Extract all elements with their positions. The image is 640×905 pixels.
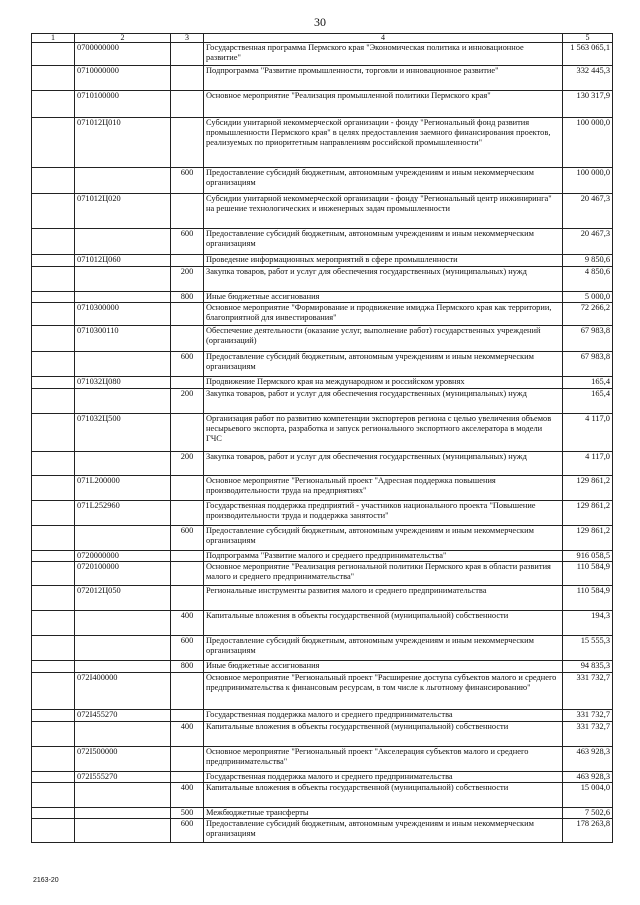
row-name: Подпрограмма "Развитие малого и среднего предпринимательства" (204, 551, 563, 562)
row-index-cell (32, 91, 75, 118)
row-expense-type: 500 (171, 808, 204, 819)
row-code: 0720000000 (75, 551, 171, 562)
header-col-5: 5 (563, 34, 613, 43)
row-sum: 178 263,8 (563, 819, 613, 843)
row-expense-type (171, 414, 204, 452)
row-expense-type: 400 (171, 611, 204, 636)
row-code (75, 352, 171, 377)
row-index-cell (32, 710, 75, 722)
row-name: Государственная поддержка малого и среднего предпринимательства (204, 772, 563, 783)
header-row (32, 34, 613, 43)
row-code (75, 611, 171, 636)
row-sum: 1 563 065,1 (563, 43, 613, 66)
row-index-cell (32, 414, 75, 452)
row-expense-type: 600 (171, 526, 204, 551)
row-code (75, 229, 171, 255)
row-index-cell (32, 194, 75, 229)
row-code (75, 452, 171, 476)
row-sum: 4 117,0 (563, 414, 613, 452)
row-name: Государственная поддержка предприятий - участников национального проекта "Повышение производительности труда и поддержка занятости" (204, 501, 563, 526)
row-sum: 7 502,6 (563, 808, 613, 819)
row-index-cell (32, 452, 75, 476)
table-row (32, 611, 613, 636)
row-code: 071L200000 (75, 476, 171, 501)
table-row (32, 747, 613, 772)
row-sum: 110 584,9 (563, 586, 613, 611)
table-row (32, 66, 613, 91)
row-code (75, 819, 171, 843)
row-code (75, 389, 171, 414)
row-code (75, 526, 171, 551)
row-index-cell (32, 326, 75, 352)
row-name: Закупка товаров, работ и услуг для обеспечения государственных (муниципальных) нужд (204, 267, 563, 292)
row-name: Предоставление субсидий бюджетным, автономным учреждениям и иным некоммерческим организациям (204, 819, 563, 843)
row-index-cell (32, 772, 75, 783)
table-row (32, 229, 613, 255)
row-name: Региональные инструменты развития малого и среднего предпринимательства (204, 586, 563, 611)
table-row (32, 673, 613, 710)
table-row (32, 808, 613, 819)
budget-table (31, 33, 613, 843)
row-expense-type (171, 772, 204, 783)
row-expense-type: 400 (171, 722, 204, 747)
row-name: Государственная программа Пермского края "Экономическая политика и инновационное развитие" (204, 43, 563, 66)
row-expense-type (171, 747, 204, 772)
row-expense-type: 200 (171, 267, 204, 292)
row-index-cell (32, 586, 75, 611)
table-row (32, 501, 613, 526)
table-row (32, 118, 613, 168)
row-expense-type (171, 476, 204, 501)
row-name: Государственная поддержка малого и среднего предпринимательства (204, 710, 563, 722)
row-expense-type (171, 562, 204, 586)
row-sum: 67 983,8 (563, 326, 613, 352)
row-name: Капитальные вложения в объекты государственной (муниципальной) собственности (204, 722, 563, 747)
row-sum: 100 000,0 (563, 168, 613, 194)
row-expense-type: 200 (171, 452, 204, 476)
table-row (32, 255, 613, 267)
row-sum: 332 445,3 (563, 66, 613, 91)
row-sum: 72 266,2 (563, 303, 613, 326)
row-code (75, 808, 171, 819)
row-name: Продвижение Пермского края на международном и российском уровнях (204, 377, 563, 389)
row-sum: 20 467,3 (563, 194, 613, 229)
row-name: Основное мероприятие "Региональный проект "Расширение доступа субъектов малого и среднего предпринимательства к финансовым ресурсам, в том числе к льготному финансированию" (204, 673, 563, 710)
row-sum: 194,3 (563, 611, 613, 636)
row-name: Основное мероприятие "Региональный проект "Адресная поддержка повышения производительности труда на предприятиях" (204, 476, 563, 501)
row-code (75, 783, 171, 808)
row-index-cell (32, 118, 75, 168)
row-code (75, 636, 171, 661)
row-name: Капитальные вложения в объекты государственной (муниципальной) собственности (204, 783, 563, 808)
row-index-cell (32, 808, 75, 819)
table-row (32, 43, 613, 66)
table-row (32, 476, 613, 501)
row-sum: 916 058,5 (563, 551, 613, 562)
row-expense-type (171, 303, 204, 326)
row-expense-type (171, 194, 204, 229)
row-name: Субсидии унитарной некоммерческой организации - фонду "Региональный фонд развития промышленности Пермского края" в целях предоставления заемного финансирования проектов, реализуемых по приоритетным направлениям российской промышленности" (204, 118, 563, 168)
row-index-cell (32, 43, 75, 66)
row-index-cell (32, 661, 75, 673)
row-expense-type (171, 326, 204, 352)
row-expense-type (171, 91, 204, 118)
row-name: Закупка товаров, работ и услуг для обеспечения государственных (муниципальных) нужд (204, 452, 563, 476)
table-row (32, 586, 613, 611)
row-code: 071L252960 (75, 501, 171, 526)
row-sum: 331 732,7 (563, 710, 613, 722)
row-expense-type: 600 (171, 636, 204, 661)
row-name: Основное мероприятие "Формирование и продвижение имиджа Пермского края как территории, благоприятной для инвестирования" (204, 303, 563, 326)
table-row (32, 414, 613, 452)
table-row (32, 819, 613, 843)
row-name: Подпрограмма "Развитие промышленности, торговли и инновационное развитие" (204, 66, 563, 91)
row-sum: 20 467,3 (563, 229, 613, 255)
row-name: Обеспечение деятельности (оказание услуг, выполнение работ) государственных учреждений (организаций) (204, 326, 563, 352)
row-name: Закупка товаров, работ и услуг для обеспечения государственных (муниципальных) нужд (204, 389, 563, 414)
row-code: 071012Ц010 (75, 118, 171, 168)
row-code: 072I455270 (75, 710, 171, 722)
table-row (32, 710, 613, 722)
row-code: 071012Ц020 (75, 194, 171, 229)
row-expense-type: 600 (171, 819, 204, 843)
row-name: Основное мероприятие "Региональный проект "Акселерация субъектов малого и среднего предпринимательства" (204, 747, 563, 772)
table-row (32, 194, 613, 229)
row-index-cell (32, 722, 75, 747)
row-sum: 4 850,6 (563, 267, 613, 292)
row-code: 071032Ц500 (75, 414, 171, 452)
row-name: Организация работ по развитию компетенции экспортеров региона с целью увеличения объемов несырьевого экспорта, разработка и запуск регионального экспортного акселератора в модели ГЧС (204, 414, 563, 452)
row-name: Иные бюджетные ассигнования (204, 292, 563, 303)
row-sum: 110 584,9 (563, 562, 613, 586)
row-sum: 129 861,2 (563, 501, 613, 526)
header-col-3: 3 (171, 34, 204, 43)
row-name: Предоставление субсидий бюджетным, автономным учреждениям и иным некоммерческим организациям (204, 168, 563, 194)
table-row (32, 267, 613, 292)
row-name: Предоставление субсидий бюджетным, автономным учреждениям и иным некоммерческим организациям (204, 352, 563, 377)
row-code (75, 292, 171, 303)
row-index-cell (32, 551, 75, 562)
row-code: 071032Ц080 (75, 377, 171, 389)
table-row (32, 783, 613, 808)
row-sum: 129 861,2 (563, 526, 613, 551)
row-index-cell (32, 267, 75, 292)
table-row (32, 389, 613, 414)
row-name: Проведение информационных мероприятий в сфере промышленности (204, 255, 563, 267)
row-code (75, 661, 171, 673)
row-index-cell (32, 673, 75, 710)
row-name: Капитальные вложения в объекты государственной (муниципальной) собственности (204, 611, 563, 636)
row-code: 0710000000 (75, 66, 171, 91)
row-name: Предоставление субсидий бюджетным, автономным учреждениям и иным некоммерческим организациям (204, 636, 563, 661)
row-code: 0720100000 (75, 562, 171, 586)
row-expense-type (171, 551, 204, 562)
row-code (75, 267, 171, 292)
row-code: 0710300110 (75, 326, 171, 352)
row-expense-type (171, 118, 204, 168)
row-name: Субсидии унитарной некоммерческой организации - фонду "Региональный центр инжиниринга" на решение технологических и инженерных задач промышленности (204, 194, 563, 229)
row-code: 072I400000 (75, 673, 171, 710)
table-row (32, 377, 613, 389)
row-index-cell (32, 292, 75, 303)
row-index-cell (32, 611, 75, 636)
row-sum: 15 004,0 (563, 783, 613, 808)
row-expense-type: 400 (171, 783, 204, 808)
table-row (32, 352, 613, 377)
row-expense-type (171, 66, 204, 91)
row-index-cell (32, 389, 75, 414)
row-code: 0710100000 (75, 91, 171, 118)
row-index-cell (32, 526, 75, 551)
row-name: Предоставление субсидий бюджетным, автономным учреждениям и иным некоммерческим организациям (204, 229, 563, 255)
row-sum: 165,4 (563, 377, 613, 389)
row-index-cell (32, 501, 75, 526)
row-code: 071012Ц060 (75, 255, 171, 267)
row-sum: 331 732,7 (563, 673, 613, 710)
row-index-cell (32, 168, 75, 194)
header-col-4: 4 (204, 34, 563, 43)
header-col-2: 2 (75, 34, 171, 43)
row-sum: 463 928,3 (563, 747, 613, 772)
row-index-cell (32, 562, 75, 586)
row-code: 072I500000 (75, 747, 171, 772)
row-index-cell (32, 255, 75, 267)
row-expense-type (171, 710, 204, 722)
row-sum: 165,4 (563, 389, 613, 414)
row-expense-type: 800 (171, 292, 204, 303)
row-expense-type (171, 255, 204, 267)
row-name: Межбюджетные трансферты (204, 808, 563, 819)
row-sum: 15 555,3 (563, 636, 613, 661)
row-expense-type (171, 586, 204, 611)
row-index-cell (32, 352, 75, 377)
row-expense-type (171, 673, 204, 710)
row-expense-type: 600 (171, 168, 204, 194)
row-name: Основное мероприятие "Реализация промышленной политики Пермского края" (204, 91, 563, 118)
page-number: 30 (314, 15, 326, 29)
row-code (75, 168, 171, 194)
row-name: Основное мероприятие "Реализация региональной политики Пермского края в области развития малого и среднего предпринимательства" (204, 562, 563, 586)
row-name: Иные бюджетные ассигнования (204, 661, 563, 673)
row-expense-type (171, 43, 204, 66)
row-sum: 9 850,6 (563, 255, 613, 267)
row-expense-type (171, 501, 204, 526)
row-expense-type: 600 (171, 229, 204, 255)
row-index-cell (32, 636, 75, 661)
row-index-cell (32, 783, 75, 808)
row-index-cell (32, 66, 75, 91)
row-sum: 4 117,0 (563, 452, 613, 476)
row-sum: 463 928,3 (563, 772, 613, 783)
row-index-cell (32, 747, 75, 772)
row-sum: 100 000,0 (563, 118, 613, 168)
document-code: 2163-20 (33, 877, 59, 884)
table-row (32, 551, 613, 562)
table-row (32, 772, 613, 783)
table-row (32, 636, 613, 661)
row-expense-type: 600 (171, 352, 204, 377)
row-code (75, 722, 171, 747)
header-col-1: 1 (32, 34, 75, 43)
row-expense-type: 200 (171, 389, 204, 414)
row-code: 072I555270 (75, 772, 171, 783)
table-row (32, 562, 613, 586)
table-row (32, 91, 613, 118)
table-row (32, 661, 613, 673)
row-code: 0700000000 (75, 43, 171, 66)
row-sum: 130 317,9 (563, 91, 613, 118)
row-sum: 129 861,2 (563, 476, 613, 501)
row-name: Предоставление субсидий бюджетным, автономным учреждениям и иным некоммерческим организациям (204, 526, 563, 551)
table-row (32, 303, 613, 326)
row-index-cell (32, 377, 75, 389)
row-index-cell (32, 819, 75, 843)
table-row (32, 292, 613, 303)
row-sum: 94 835,3 (563, 661, 613, 673)
row-index-cell (32, 303, 75, 326)
row-index-cell (32, 476, 75, 501)
row-code: 0710300000 (75, 303, 171, 326)
table-row (32, 722, 613, 747)
table-row (32, 168, 613, 194)
row-expense-type (171, 377, 204, 389)
row-code: 072012Ц050 (75, 586, 171, 611)
table-row (32, 326, 613, 352)
row-index-cell (32, 229, 75, 255)
row-expense-type: 800 (171, 661, 204, 673)
row-sum: 67 983,8 (563, 352, 613, 377)
table-row (32, 526, 613, 551)
table-row (32, 452, 613, 476)
row-sum: 5 000,0 (563, 292, 613, 303)
row-sum: 331 732,7 (563, 722, 613, 747)
